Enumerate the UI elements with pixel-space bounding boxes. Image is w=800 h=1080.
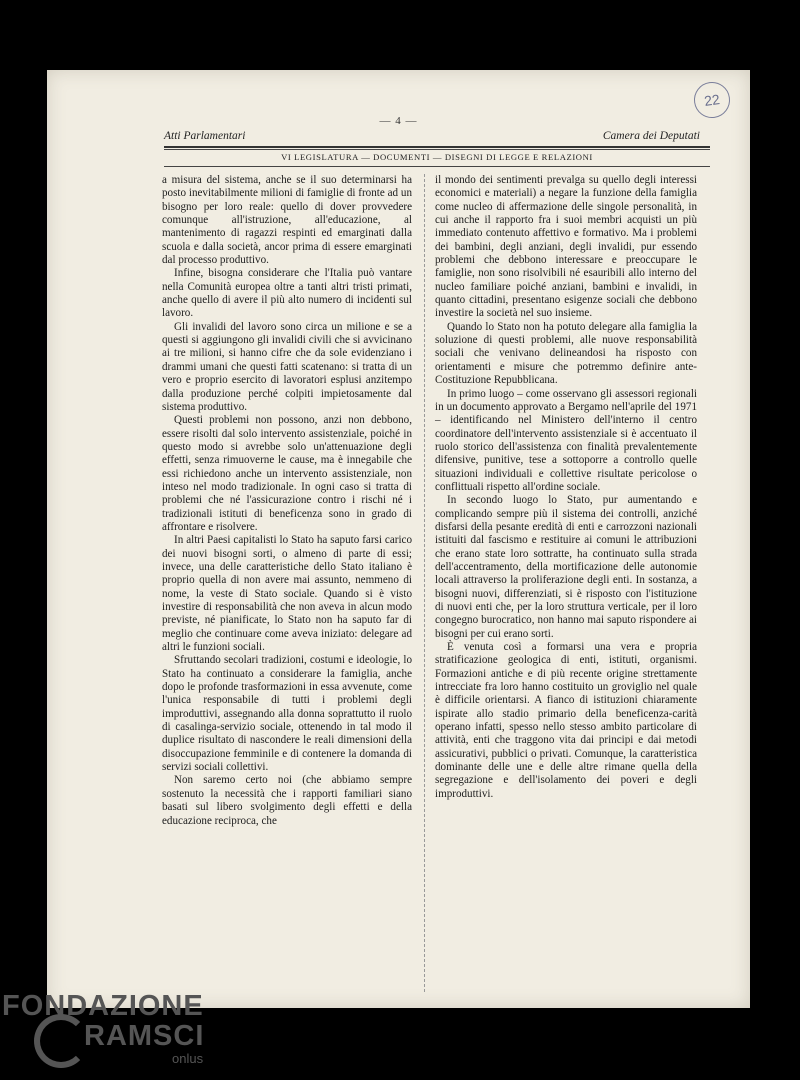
legislature-subheader: VI LEGISLATURA — DOCUMENTI — DISEGNI DI LEGGE E RELAZIONI — [281, 152, 593, 162]
header-left: Atti Parlamentari — [164, 130, 246, 142]
watermark-line3: onlus — [172, 1051, 204, 1066]
watermark-g-icon — [34, 1014, 88, 1068]
header-rule — [164, 146, 710, 148]
document-page — [47, 70, 750, 1008]
subheader-rule — [164, 166, 710, 167]
paragraph: Questi problemi non possono, anzi non debbono, essere risolti dal solo intervento assistenziale, poiché in questo modo si avrebbe solo un'attenuazione degli effetti, senza rimuoverne le cause, ma è innegabile che essi richiedono anche un intervento assistenziale, non inteso nel modo tradizionale. In ogni caso si tratta di problemi che né l'assicurazione contro i rischi né i tradizionali istituti di beneficenza sono in grado di affrontare e risolvere. — [162, 414, 412, 533]
paragraph: Sfruttando secolari tradizioni, costumi e ideologie, lo Stato ha continuato a considerare la famiglia, anche dopo le profonde trasformazioni in essa avvenute, come l'unica responsabile di tutti i problemi degli improduttivi, assegnando alla donna soprattutto il ruolo di casalinga-servizio sociale, ottenendo in tal modo il duplice risultato di nascondere le reali dimensioni della disoccupazione femminile e di contenere la domanda di servizi sociali collettivi. — [162, 654, 412, 774]
paragraph: Non saremo certo noi (che abbiamo sempre sostenuto la necessità che i rapporti familiari siano basati sul libero svolgimento degli effetti e della educazione reciproca, che — [162, 774, 412, 827]
paragraph: Gli invalidi del lavoro sono circa un milione e se a questi si aggiungono gli invalidi civili che si avvicinano ai tre milioni, si hanno cifre che da sole evidenziano i drammi umani che questi fatti scatenano: si tratta di un vero e proprio esercito di lavoratori esplusi anzitempo dalla produzione perché colpiti impietosamente dal sistema produttivo. — [162, 320, 412, 413]
paragraph: a misura del sistema, anche se il suo determinarsi ha posto inevitabilmente milioni di famiglie di fronte ad un bisogno per loro reale: quello di dover provvedere comunque all'istruzione, all'educazione, al mantenimento di ragazzi respinti ed emarginati dalla scuola e dalla società, ancor prima di essere emarginati dal processo produttivo. — [162, 174, 412, 267]
fondazione-gramsci-watermark — [2, 990, 242, 1070]
paragraph: In secondo luogo lo Stato, pur aumentando e complicando sempre più il sistema dei controlli, anziché disfarsi della pesante eredità di enti e carrozzoni nazionali istituiti dal fascismo e restituire ai comuni le attribuzioni che erano state loro sottratte, ha continuato sulla strada dell'accentramento, della mortificazione delle autonomie locali attraverso la proliferazione degli enti. In sostanza, a bisogni nuovi, differenziati, si è risposto con l'istituzione di nuovi enti che, per la loro struttura verticale, per il loro congegno burocratico, non hanno mai saputo rispondere ai bisogni per cui erano sorti. — [435, 494, 697, 640]
header-rule-thin — [164, 149, 710, 150]
paragraph: il mondo dei sentimenti prevalga su quello degli interessi economici e materiali) a negare la funzione della famiglia come nucleo di affermazione delle singole personalità, in cui anche il rapporto fra i suoi membri acquisti un più immediato contenuto affettivo e formativo. Ma i problemi dei bambini, degli anziani, degli invalidi, pur essendo problemi che debbono interessare e preoccupare le famiglie, non sono risolvibili né esauribili allo interno del nucleo familiare poiché anziani, bambini e invalidi, in quanto cittadini, presentano esigenze sociali che debbono investire la società nel suo insieme. — [435, 174, 697, 320]
paragraph: È venuta così a formarsi una vera e propria stratificazione geologica di enti, istituti, organismi. Formazioni antiche e di più recente origine strettamente intrecciate fra loro hanno costituito un groviglio nel quale è difficile orientarsi. A fianco di istituzioni chiaramente ispirate allo stadio primario della beneficenza-carità operano infatti, spesso nello stesso ambito particolare di attività, enti che traggono vita dai principi e dai metodi assicurativi, pubblici o privati. Comunque, la caratteristica dominante delle une e delle altre rimane quella della segregazione e dell'isolamento dei poveri e degli improduttivi. — [435, 641, 697, 800]
paragraph: Infine, bisogna considerare che l'Italia può vantare nella Comunità europea oltre a tanti altri tristi primati, anche quello di avere il più alto numero di incidenti sul lavoro. — [162, 267, 412, 320]
paragraph: In altri Paesi capitalisti lo Stato ha saputo farsi carico dei nuovi bisogni sorti, o almeno di parte di essi; invece, una delle caratteristiche dello Stato italiano è proprio quella di non avere mai assunto, nemmeno di nome, la veste di Stato sociale. Quando si è visto investire di responsabilità che non aveva in alcun modo previste, né pianificate, lo Stato non ha saputo far di meglio che continuare come aveva iniziato: delegare ad altri le funzioni sociali. — [162, 534, 412, 654]
page-number: — 4 — — [379, 115, 418, 127]
paragraph: Quando lo Stato non ha potuto delegare alla famiglia la soluzione di questi problemi, alle nuove responsabilità sociali che venivano delineandosi ha risposto con orientamenti e misure che potremmo definire ante-Costituzione Repubblicana. — [435, 320, 697, 387]
left-column — [162, 174, 412, 828]
header-right: Camera dei Deputati — [602, 130, 700, 142]
archive-stamp: 22 — [692, 80, 733, 121]
paragraph: In primo luogo – come osservano gli assessori regionali in un documento approvato a Bergamo nell'aprile del 1971 – identificando nel Ministero dell'interno il centro coordinatore dell'intervento assistenziale si è accentuato il ruolo storico dell'assistenza con finalità prevalentemente difensive, punitive, tese a sottoporre a controllo quelle situazioni individuali e collettive risultate pericolose o conflittuali rispetto all'ordine sociale. — [435, 387, 697, 493]
right-column — [435, 174, 697, 801]
watermark-line1: FONDAZIONE — [2, 990, 204, 1022]
watermark-line2: RAMSCI — [84, 1020, 205, 1052]
column-divider — [424, 174, 425, 992]
